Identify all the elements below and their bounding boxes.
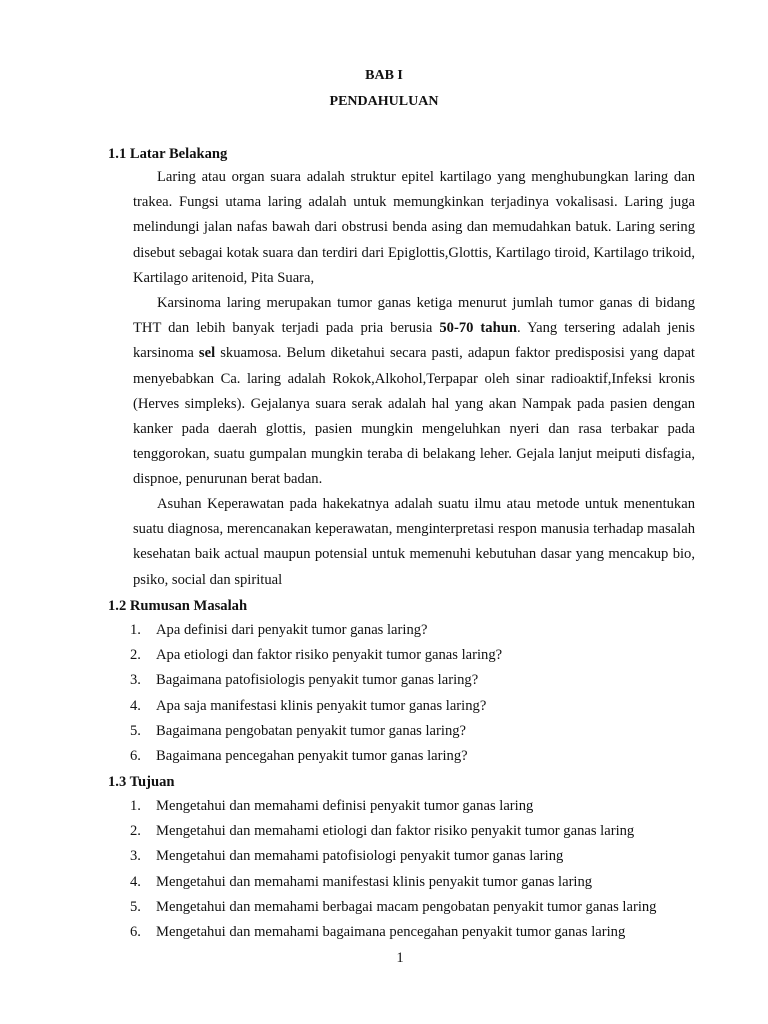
chapter-number: BAB I: [365, 68, 403, 83]
list-number: 5.: [130, 722, 141, 739]
list-text: Mengetahui dan memahami patofisiologi penyakit tumor ganas laring: [156, 848, 564, 865]
list-item: [130, 719, 502, 744]
list-number: 4.: [130, 697, 141, 714]
paragraph-karsinoma: [133, 291, 695, 493]
section-heading-tujuan: 1.3 Tujuan: [108, 774, 175, 790]
list-text: Apa saja manifestasi klinis penyakit tumor ganas laring?: [156, 697, 487, 714]
list-number: 4.: [130, 873, 141, 890]
list-text: Mengetahui dan memahami manifestasi klinis penyakit tumor ganas laring: [156, 873, 593, 890]
list-item: [130, 618, 502, 643]
list-number: 3.: [130, 848, 141, 865]
list-number: 1.: [130, 798, 141, 814]
list-text: Bagaimana pencegahan penyakit tumor ganas laring?: [156, 747, 468, 764]
paragraph-karsinoma-text-c: skuamosa. Belum diketahui secara pasti, adapun faktor predisposisi yang dapat menyebabkan Ca. laring adalah Rokok,Alkohol,Terpapar oleh sinar radioaktif,Infeksi kronis (Herves simpleks). Gejalanya suara serak adalah hal yang akan Nampak pada pasien dengan kanker pada daerah glottis, pasien mungkin mengeluhkan nyeri dan rasa terbakar pada tenggorokan, suatu gumpalan mungkin teraba di belakang leher. Gejala lanjut meiputi disfagia, dispnoe, penurunan berat badan.: [133, 345, 695, 488]
list-text: Mengetahui dan memahami definisi penyakit tumor ganas laring: [156, 798, 534, 814]
paragraph-karsinoma-text-b: . Yang tersering adalah jenis karsinoma: [133, 320, 695, 362]
list-number: 2.: [130, 823, 141, 840]
list-text: Bagaimana pengobatan penyakit tumor ganas laring?: [156, 722, 467, 739]
list-item: [130, 694, 502, 719]
list-text: Apa etiologi dan faktor risiko penyakit tumor ganas laring?: [156, 647, 503, 664]
list-item: [130, 744, 502, 769]
list-item: [130, 819, 656, 844]
sel-bold: sel: [198, 345, 216, 362]
list-number: 1.: [130, 622, 141, 638]
age-range-bold: 50-70 tahun: [439, 320, 517, 337]
list-item: [130, 794, 656, 819]
paragraph-laring-text: Laring atau organ suara adalah struktur epitel kartilago yang menghubungkan laring dan trakea. Fungsi utama laring adalah untuk memungkinkan terjadinya vokalisasi. Laring juga melindungi jalan nafas bawah dari obstrusi benda asing dan memudahkan batuk. Laring sering disebut sebagai kotak suara dan terdiri dari Epiglottis,Glottis, Kartilago tiroid, Kartilago trikoid, Kartilago aritenoid, Pita Suara,: [133, 169, 695, 286]
paragraph-karsinoma-text-a: Karsinoma laring merupakan tumor ganas ketiga menurut jumlah tumor ganas di bidang THT dan lebih banyak terjadi pada pria berusia: [133, 295, 695, 337]
list-number: 6.: [130, 747, 141, 764]
section-heading-latar-belakang: 1.1 Latar Belakang: [108, 146, 228, 162]
section-heading-rumusan-masalah: 1.2 Rumusan Masalah: [108, 598, 248, 614]
list-text: Bagaimana patofisiologis penyakit tumor ganas laring?: [156, 672, 479, 689]
list-number: 3.: [130, 672, 141, 689]
list-item: [130, 920, 656, 945]
list-item: [130, 668, 502, 693]
tujuan-list: [130, 794, 656, 945]
page-number: 1: [396, 950, 404, 966]
list-item: [130, 844, 656, 869]
list-item: [130, 895, 656, 920]
list-item: [130, 870, 656, 895]
list-text: Mengetahui dan memahami berbagai macam pengobatan penyakit tumor ganas laring: [156, 898, 657, 915]
paragraph-asuhan: [133, 492, 695, 593]
list-number: 2.: [130, 647, 141, 664]
paragraph-laring: [133, 165, 695, 291]
list-number: 5.: [130, 898, 141, 915]
paragraph-asuhan-text: Asuhan Keperawatan pada hakekatnya adalah suatu ilmu atau metode untuk menentukan suatu diagnosa, merencanakan keperawatan, menginterpretasi respon manusia terhadap masalah kesehatan baik actual maupun potensial untuk memenuhi kebutuhan dasar yang mencakup bio, psiko, social dan spiritual: [133, 496, 695, 588]
chapter-title: PENDAHULUAN: [329, 94, 439, 109]
list-text: Mengetahui dan memahami etiologi dan faktor risiko penyakit tumor ganas laring: [156, 823, 635, 840]
list-number: 6.: [130, 923, 141, 940]
list-text: Mengetahui dan memahami bagaimana pencegahan penyakit tumor ganas laring: [156, 923, 626, 940]
list-item: [130, 643, 502, 668]
rumusan-list: [130, 618, 502, 769]
list-text: Apa definisi dari penyakit tumor ganas laring?: [156, 622, 428, 638]
